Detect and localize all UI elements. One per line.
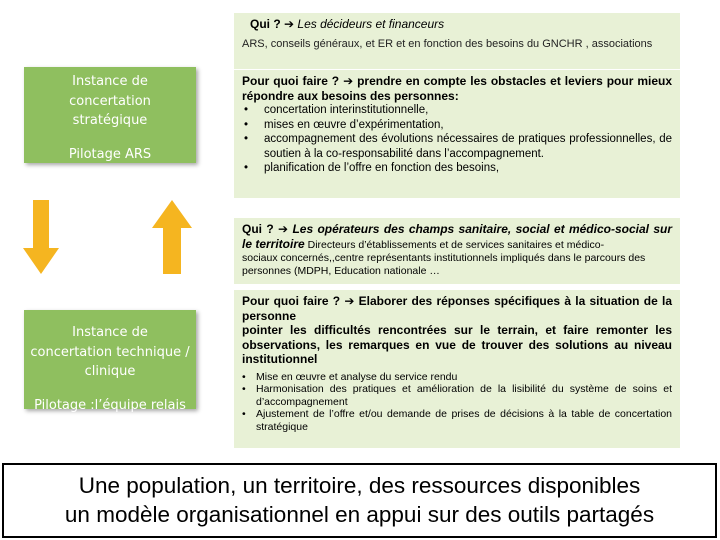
down-arrow-icon bbox=[21, 200, 61, 276]
technical-instance-box bbox=[24, 310, 196, 413]
bottom-banner-area bbox=[0, 460, 720, 540]
list-item: • planification de l’offre en fonction des besoins, bbox=[242, 161, 672, 176]
bottom-line-1: Une population, un territoire, des ressources disponibles bbox=[78, 473, 641, 498]
panel4-heading-prefix: Pour quoi faire ? bbox=[242, 294, 345, 308]
strategic-instance-box bbox=[24, 67, 196, 163]
panel3-heading bbox=[242, 222, 672, 252]
panel1-heading-text: Les décideurs et financeurs bbox=[294, 17, 445, 31]
list-item: • mises en œuvre d’expérimentation, bbox=[242, 118, 672, 133]
up-arrow-icon bbox=[150, 198, 194, 274]
panel-strategic-purpose bbox=[234, 70, 680, 198]
panel-decision-makers bbox=[234, 13, 680, 69]
list-item: • accompagnement des évolutions nécessaires de pratiques professionnelles, de soutien à la co-responsabilité dans l’accompagnement. bbox=[242, 132, 672, 161]
panel2-heading-prefix: Pour quoi faire ? bbox=[242, 74, 344, 88]
panel4-arrow-icon: ➔ bbox=[344, 294, 355, 308]
panel1-heading bbox=[242, 17, 672, 32]
panel1-body: ARS, conseils généraux, et ER et en fonction des besoins du GNCHR , associations bbox=[242, 37, 653, 50]
panel2-heading bbox=[242, 74, 672, 103]
panel4-bullet-list bbox=[242, 371, 672, 434]
panel3-body: sociaux concernés,,centre représentants institutionnels impliqués dans le parcours des personnes (MDPH, Education nationale … bbox=[242, 252, 646, 277]
list-item: • Harmonisation des pratiques et amélioration de la lisibilité du système de soins et d’accompagnement bbox=[242, 383, 672, 408]
panel4-body: pointer les difficultés rencontrées sur le terrain, et faire remonter les observations, les remarques en vue de trouver des solutions au niveau institutionnel bbox=[242, 323, 672, 366]
panel1-qui-label: Qui ? bbox=[250, 17, 284, 31]
list-item: • Ajustement de l’offre et/ou demande de prises de décisions à la table de concertation stratégique bbox=[242, 408, 672, 433]
panel2-arrow-icon: ➔ bbox=[343, 74, 354, 88]
bottom-banner bbox=[2, 463, 717, 538]
panel4-heading-text: Elaborer des réponses spécifiques à la situation de la personne bbox=[242, 294, 672, 323]
panel2-bullet-list bbox=[242, 103, 672, 176]
panel3-heading-tail: Directeurs d’établissements et de services sanitaires et médico- bbox=[304, 238, 605, 251]
technical-instance-pilot: Pilotage :l’équipe relais bbox=[34, 397, 186, 413]
panel4-heading bbox=[242, 294, 672, 323]
panel1-arrow-icon: ➔ bbox=[284, 17, 295, 31]
bottom-line-2: un modèle organisationnel en appui sur des outils partagés bbox=[64, 502, 655, 527]
panel-technical-purpose bbox=[234, 290, 680, 448]
panel3-arrow-icon: ➔ bbox=[278, 222, 289, 236]
technical-instance-title: Instance de concertation technique / clinique bbox=[30, 325, 190, 379]
strategic-instance-pilot: Pilotage ARS bbox=[68, 146, 152, 162]
list-item: • Mise en œuvre et analyse du service rendu bbox=[242, 371, 672, 384]
panel3-heading-text: Les opérateurs des champs sanitaire, social et médico-social sur le territoire bbox=[242, 222, 673, 251]
list-item: • concertation interinstitutionnelle, bbox=[242, 103, 672, 118]
panel3-qui-label: Qui ? bbox=[242, 222, 279, 236]
panel-operators bbox=[234, 218, 680, 284]
panel2-heading-text: prendre en compte les obstacles et leviers pour mieux répondre aux besoins des personnes: bbox=[242, 74, 672, 103]
strategic-instance-title: Instance de concertation stratégique bbox=[69, 74, 151, 128]
